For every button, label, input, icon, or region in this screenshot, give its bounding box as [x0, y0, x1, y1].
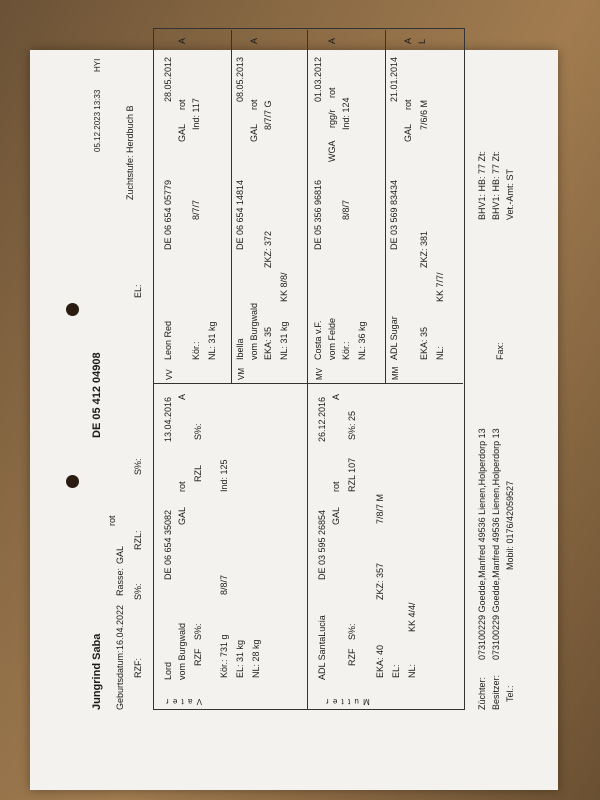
- mother-rzl: RZL 107: [347, 457, 357, 492]
- mother-zkz: ZKZ: 357: [375, 562, 385, 600]
- birth-date: 16.04.2022: [115, 604, 125, 650]
- vm-race: GAL: [249, 123, 259, 142]
- mv-grade: A: [327, 37, 337, 44]
- breeder-label: Züchter:: [477, 676, 487, 710]
- mv-kkr-score: 8/8/7: [341, 199, 351, 220]
- father-el: EL: 31 kg: [235, 639, 245, 678]
- father-id: DE 06 654 35082: [163, 509, 173, 580]
- mother-name: ADL SantaLucia: [317, 615, 327, 680]
- vm-side-label: VM: [237, 368, 246, 380]
- vm-zkz: ZKZ: 372: [263, 230, 273, 268]
- mv-ind: Ind: 124: [341, 97, 351, 130]
- vm-date: 08.05.2013: [235, 56, 245, 102]
- animal-name: Jungrind Saba: [91, 633, 103, 710]
- mm-grade: A: [403, 37, 413, 44]
- mother-sp: S%:: [347, 623, 357, 640]
- father-grade: A: [177, 393, 187, 400]
- sp-label-2: S%:: [133, 458, 143, 475]
- mm-grade-2: L: [417, 38, 427, 44]
- mv-side-label: MV: [315, 368, 324, 380]
- breeder-value: 073100229 Goedde,Manfred 49536 Lienen,Holperdorp 13: [477, 428, 487, 660]
- vv-name: Leon Red: [163, 320, 173, 360]
- punch-hole: [66, 475, 79, 488]
- vv-side-label: VV: [165, 369, 174, 380]
- father-name: Lord: [163, 661, 173, 680]
- punch-hole: [66, 303, 79, 316]
- pedigree-document: [85, 20, 555, 720]
- mm-side-label: MM: [391, 366, 400, 380]
- owner-value: 073100229 Goedde,Manfred 49536 Lienen,Holperdorp 13: [491, 428, 501, 660]
- tel-label: Tel.:: [505, 685, 515, 702]
- mv-kkr: Kör.:: [341, 341, 351, 360]
- father-side-label: V a t e r: [165, 697, 203, 706]
- mv-nl: NL: 36 kg: [357, 321, 367, 360]
- mm-id: DE 03 569 83434: [389, 179, 399, 250]
- vv-date: 28.05.2012: [163, 56, 173, 102]
- mother-race: GAL: [331, 506, 341, 525]
- father-kkr: Kör.: 731 g: [219, 634, 229, 678]
- mm-nl: NL:: [435, 345, 445, 360]
- vv-grade: A: [177, 37, 187, 44]
- mother-side-label: M u t t e r: [325, 697, 370, 706]
- mother-el: EL:: [391, 664, 401, 678]
- mm-score: 7/6/6 M: [419, 99, 429, 130]
- rzf-label: RZF:: [133, 658, 143, 678]
- vet-office: Vet.-Amt: ST: [505, 168, 515, 220]
- mv-date: 01.03.2012: [313, 56, 323, 102]
- mother-grade: A: [331, 393, 341, 400]
- father-nl: NL: 28 kg: [251, 639, 261, 678]
- vm-name: Ibella: [235, 338, 245, 360]
- mv-name: Costa v.F.: [313, 320, 323, 360]
- fax-label: Fax:: [495, 342, 505, 360]
- mv-extra: rgg/r: [327, 109, 337, 128]
- vm-eka: EKA: 35: [263, 326, 273, 360]
- father-rzf: RZF: [193, 648, 203, 666]
- mother-id: DE 03 595 26854: [317, 509, 327, 580]
- print-date: 05.12.2023 13:33: [93, 89, 102, 152]
- owner-label: Besitzer:: [491, 674, 501, 710]
- mm-eka: EKA: 35: [419, 326, 429, 360]
- father-rzl: RZL: [193, 464, 203, 482]
- mm-name: ADL Sugar: [389, 316, 399, 360]
- vm-id: DE 06 654 14814: [235, 179, 245, 250]
- mother-nl: NL:: [407, 663, 417, 678]
- el-label: EL:: [133, 284, 143, 298]
- mother-eka: EKA: 40: [375, 644, 385, 678]
- mobile: Mobil: 0176/42059527: [505, 480, 515, 570]
- race-label: Rasse:: [115, 567, 125, 596]
- father-ind: Ind: 125: [219, 459, 229, 492]
- mv-color: rot: [327, 87, 337, 98]
- mother-rzf: RZF: [347, 648, 357, 666]
- vv-kkr: Kör.:: [191, 341, 201, 360]
- mm-kk: KK 7/7/: [435, 272, 445, 302]
- vv-nl: NL: 31 kg: [207, 321, 217, 360]
- father-breeder: vom Burgwald: [177, 622, 187, 680]
- vv-id: DE 06 654 05779: [163, 179, 173, 250]
- mother-sp2: S%: 25: [347, 410, 357, 440]
- mm-race: GAL: [403, 123, 413, 142]
- father-color: rot: [177, 481, 187, 492]
- mm-zkz: ZKZ: 381: [419, 230, 429, 268]
- vv-kkr-score: 8/7/7: [191, 199, 201, 220]
- mm-date: 21.01.2014: [389, 56, 399, 102]
- mother-date: 26.12.2016: [317, 396, 327, 442]
- mv-race: WGA: [327, 140, 337, 162]
- birth-date-label: Geburtsdatum:: [115, 650, 125, 710]
- bhv1-line-1: BHV1: HB: 77 Zt:: [477, 150, 487, 220]
- father-race: GAL: [177, 506, 187, 525]
- rzl-label: RZL:: [133, 530, 143, 550]
- vm-color: rot: [249, 99, 259, 110]
- race: GAL: [115, 545, 125, 564]
- vm-grade: A: [249, 37, 259, 44]
- father-date: 13.04.2016: [163, 396, 173, 442]
- pedigree-table: [153, 28, 465, 710]
- registration-number: DE 05 412 04908: [91, 352, 103, 438]
- vm-nl: NL: 31 kg: [279, 321, 289, 360]
- father-sp: S%:: [193, 623, 203, 640]
- vm-kk: KK 8/8/: [279, 272, 289, 302]
- father-sp2: S%:: [193, 423, 203, 440]
- vv-color: rot: [177, 99, 187, 110]
- vm-score: 8/7/7 G: [263, 100, 273, 130]
- bhv1-line-2: BHV1: HB: 77 Zt:: [491, 150, 501, 220]
- mother-score: 7/8/7 M: [375, 493, 385, 524]
- mother-color: rot: [331, 481, 341, 492]
- mv-id: DE 05 356 96816: [313, 179, 323, 250]
- vv-ind: Ind: 117: [191, 98, 201, 130]
- mm-color: rot: [403, 99, 413, 110]
- print-code: HYI: [93, 58, 102, 72]
- vm-breeder: vom Burgwald: [249, 302, 259, 360]
- mv-breeder: vom Felde: [327, 317, 337, 360]
- color: rot: [107, 515, 117, 526]
- vv-race: GAL: [177, 123, 187, 142]
- sp-label: S%:: [133, 583, 143, 600]
- zuchtstufe: Zuchtstufe: Herdbuch B: [125, 105, 135, 200]
- mother-kk: KK 4/4/: [407, 602, 417, 632]
- father-kkr-score: 8/8/7: [219, 574, 229, 595]
